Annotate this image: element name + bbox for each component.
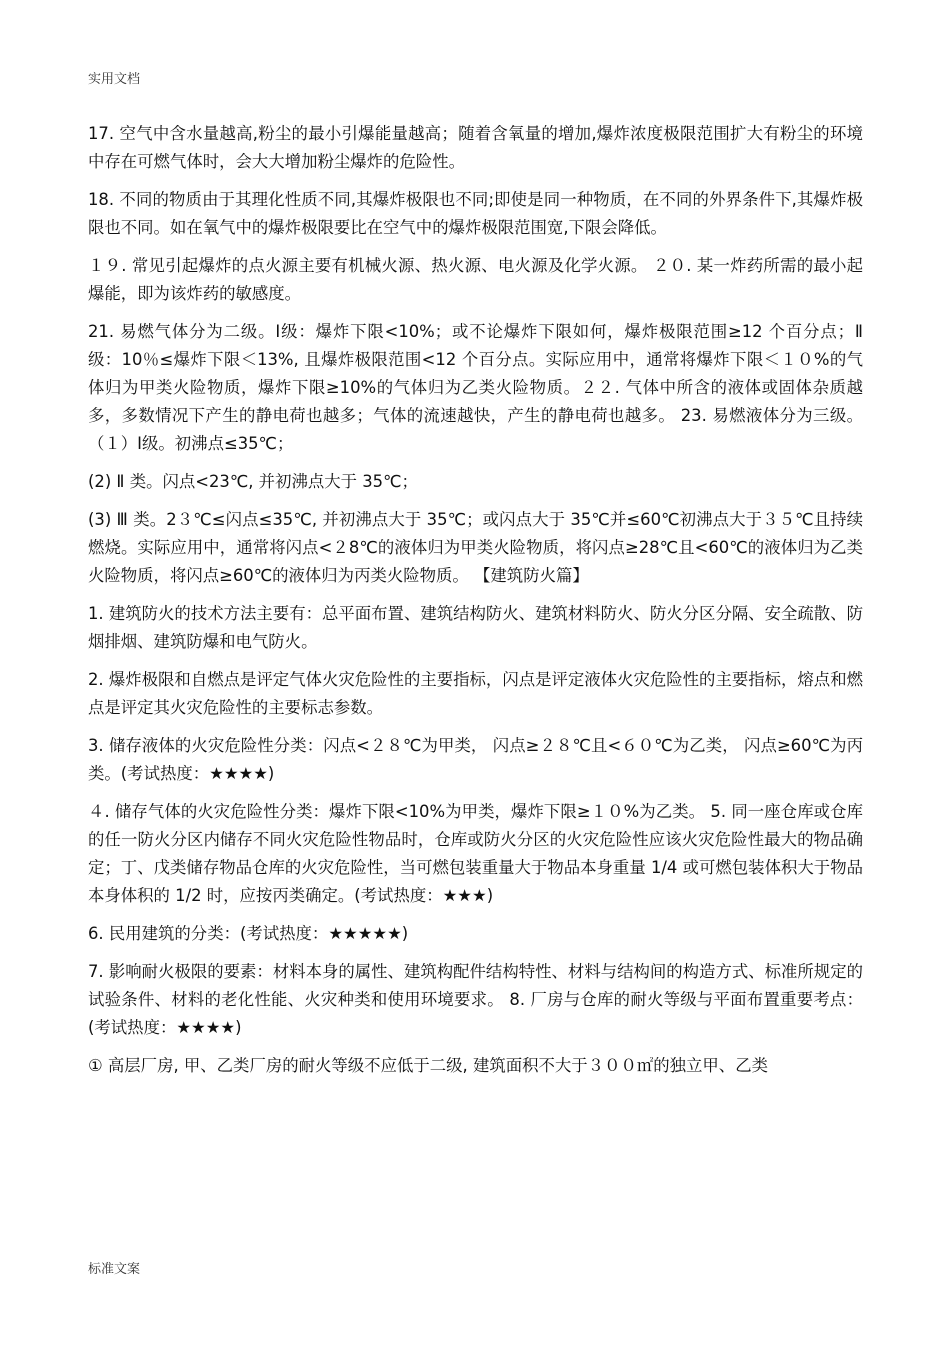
- paragraph-building-4-5: ４. 储存气体的火灾危险性分类：爆炸下限<10%为甲类，爆炸下限≥１０%为乙类。 5. 同一座仓库或仓库的任一防火分区内储存不同火灾危险性物品时，仓库或防火分区的火灾危险性应该火灾危险性最大的物品确定；丁、戊类储存物品仓库的火灾危险性，当可燃包装重量大于物品本身重量 1/4 或可燃包装体积大于物品本身体积的 1/2 时，应按丙类确定。(考试热度：★★★): [88, 802, 863, 905]
- paragraph-17: 17. 空气中含水量越高,粉尘的最小引爆能量越高；随着含氧量的增加,爆炸浓度极限范围扩大有粉尘的环境中存在可燃气体时，会大大增加粉尘爆炸的危险性。: [88, 124, 863, 171]
- paragraph-item-1: ① 高层厂房, 甲、乙类厂房的耐火等级不应低于二级, 建筑面积不大于３００㎡的独立甲、乙类: [88, 1056, 768, 1075]
- paragraph-19-20: １９. 常见引起爆炸的点火源主要有机械火源、热火源、电火源及化学火源。 ２０. 某一炸药所需的最小起爆能，即为该炸药的敏感度。: [88, 256, 863, 303]
- paragraph-building-7-8: 7. 影响耐火极限的要素：材料本身的属性、建筑构配件结构特性、材料与结构间的构造方式、标准所规定的试验条件、材料的老化性能、火灾种类和使用环境要求。 8. 厂房与仓库的耐火等级与平面布置重要考点：(考试热度：★★★★): [88, 962, 863, 1037]
- page-header: 实用文档: [88, 72, 141, 87]
- page-footer: 标准文案: [88, 1262, 141, 1277]
- paragraph-building-2: 2. 爆炸极限和自燃点是评定气体火灾危险性的主要指标，闪点是评定液体火灾危险性的主要指标，熔点和燃点是评定其火灾危险性的主要标志参数。: [88, 670, 863, 717]
- paragraph-class-2: (2) Ⅱ 类。闪点<23℃, 并初沸点大于 35℃；: [88, 472, 418, 491]
- paragraph-building-6: 6. 民用建筑的分类：(考试热度：★★★★★): [88, 924, 409, 943]
- paragraph-21-23: 21. 易燃气体分为二级。Ⅰ级：爆炸下限<10%；或不论爆炸下限如何，爆炸极限范围≥12 个百分点；Ⅱ 级：10％≤爆炸下限＜13%, 且爆炸极限范围<12 个百分点。实际应用中，通常将爆炸下限＜１０%的气体归为甲类火险物质，爆炸下限≥10%的气体归为乙类火险物质。２２. 气体中所含的液体或固体杂质越多，多数情况下产生的静电荷也越多；气体的流速越快，产生的静电荷也越多。 23. 易燃液体分为三级。（１）Ⅰ级。初沸点≤35℃；: [88, 322, 863, 453]
- paragraph-18: 18. 不同的物质由于其理化性质不同,其爆炸极限也不同;即使是同一种物质，在不同的外界条件下,其爆炸极限也不同。如在氧气中的爆炸极限要比在空气中的爆炸极限范围宽,下限会降低。: [88, 190, 863, 237]
- paragraph-building-3: 3. 储存液体的火灾危险性分类：闪点<２８℃为甲类， 闪点≥２８℃且<６０℃为乙类， 闪点≥60℃为丙类。(考试热度：★★★★): [88, 736, 863, 783]
- document-body: [88, 120, 863, 1090]
- paragraph-building-1: 1. 建筑防火的技术方法主要有：总平面布置、建筑结构防火、建筑材料防火、防火分区分隔、安全疏散、防烟排烟、建筑防爆和电气防火。: [88, 604, 863, 651]
- paragraph-class-3: (3) Ⅲ 类。2３℃≤闪点≤35℃, 并初沸点大于 35℃；或闪点大于 35℃并≤60℃初沸点大于３５℃且持续燃烧。实际应用中，通常将闪点<２8℃的液体归为甲类火险物质，将闪点≥28℃且<60℃的液体归为乙类火险物质，将闪点≥60℃的液体归为丙类火险物质。 【建筑防火篇】: [88, 510, 863, 585]
